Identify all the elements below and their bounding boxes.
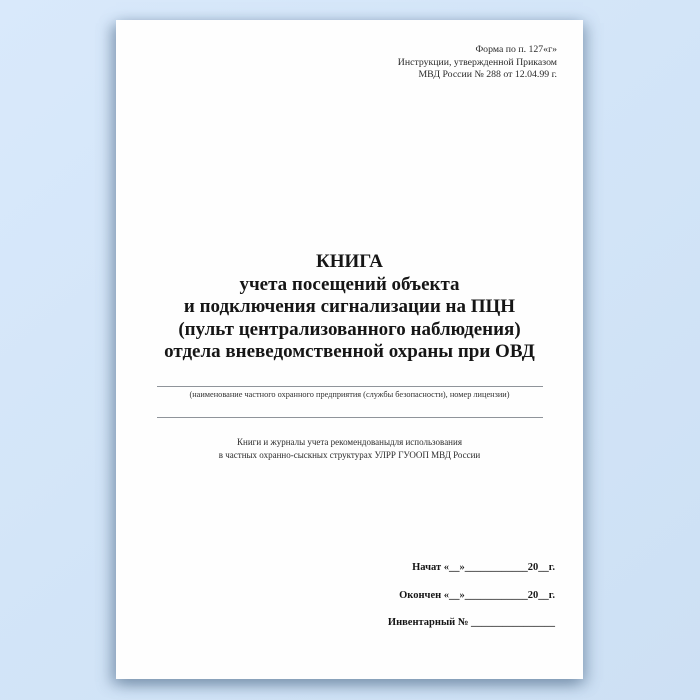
finished-date-line: Окончен «__»____________20__г. [399,589,555,601]
recommendation-note [116,436,583,462]
form-reference-line-3: МВД России № 288 от 12.04.99 г. [418,69,557,81]
document-page [116,20,583,679]
inventory-number-line: Инвентарный № ________________ [387,617,555,628]
org-name-caption: (наименование частного охранного предприятия (службы безопасности), номер лицензии) [189,390,510,399]
form-reference-line-2: Инструкции, утвержденной Приказом [397,56,557,68]
title-line-5: отдела вневедомственной охраны при ОВД [164,341,535,362]
title-line-3: и подключения сигнализации на ПЦН [183,296,516,317]
org-name-blank-line [157,386,543,387]
recommendation-line-2: в частных охранно-сыскных структурах УЛРР ГУООП МВД России [218,450,481,460]
license-blank-line [157,417,543,418]
recommendation-line-1: Книги и журналы учета рекомендованыдля использования [237,437,462,447]
title-line-4: (пульт централизованного наблюдения) [178,318,521,340]
document-title [116,251,583,364]
fill-in-block [388,554,555,637]
started-date-line: Начат «__»____________20__г. [412,562,555,573]
form-reference-block [398,44,557,82]
title-line-1: КНИГА [315,251,384,272]
form-reference-line-1: Форма по п. 127«г» [475,44,557,55]
title-line-2: учета посещений объекта [239,273,460,295]
